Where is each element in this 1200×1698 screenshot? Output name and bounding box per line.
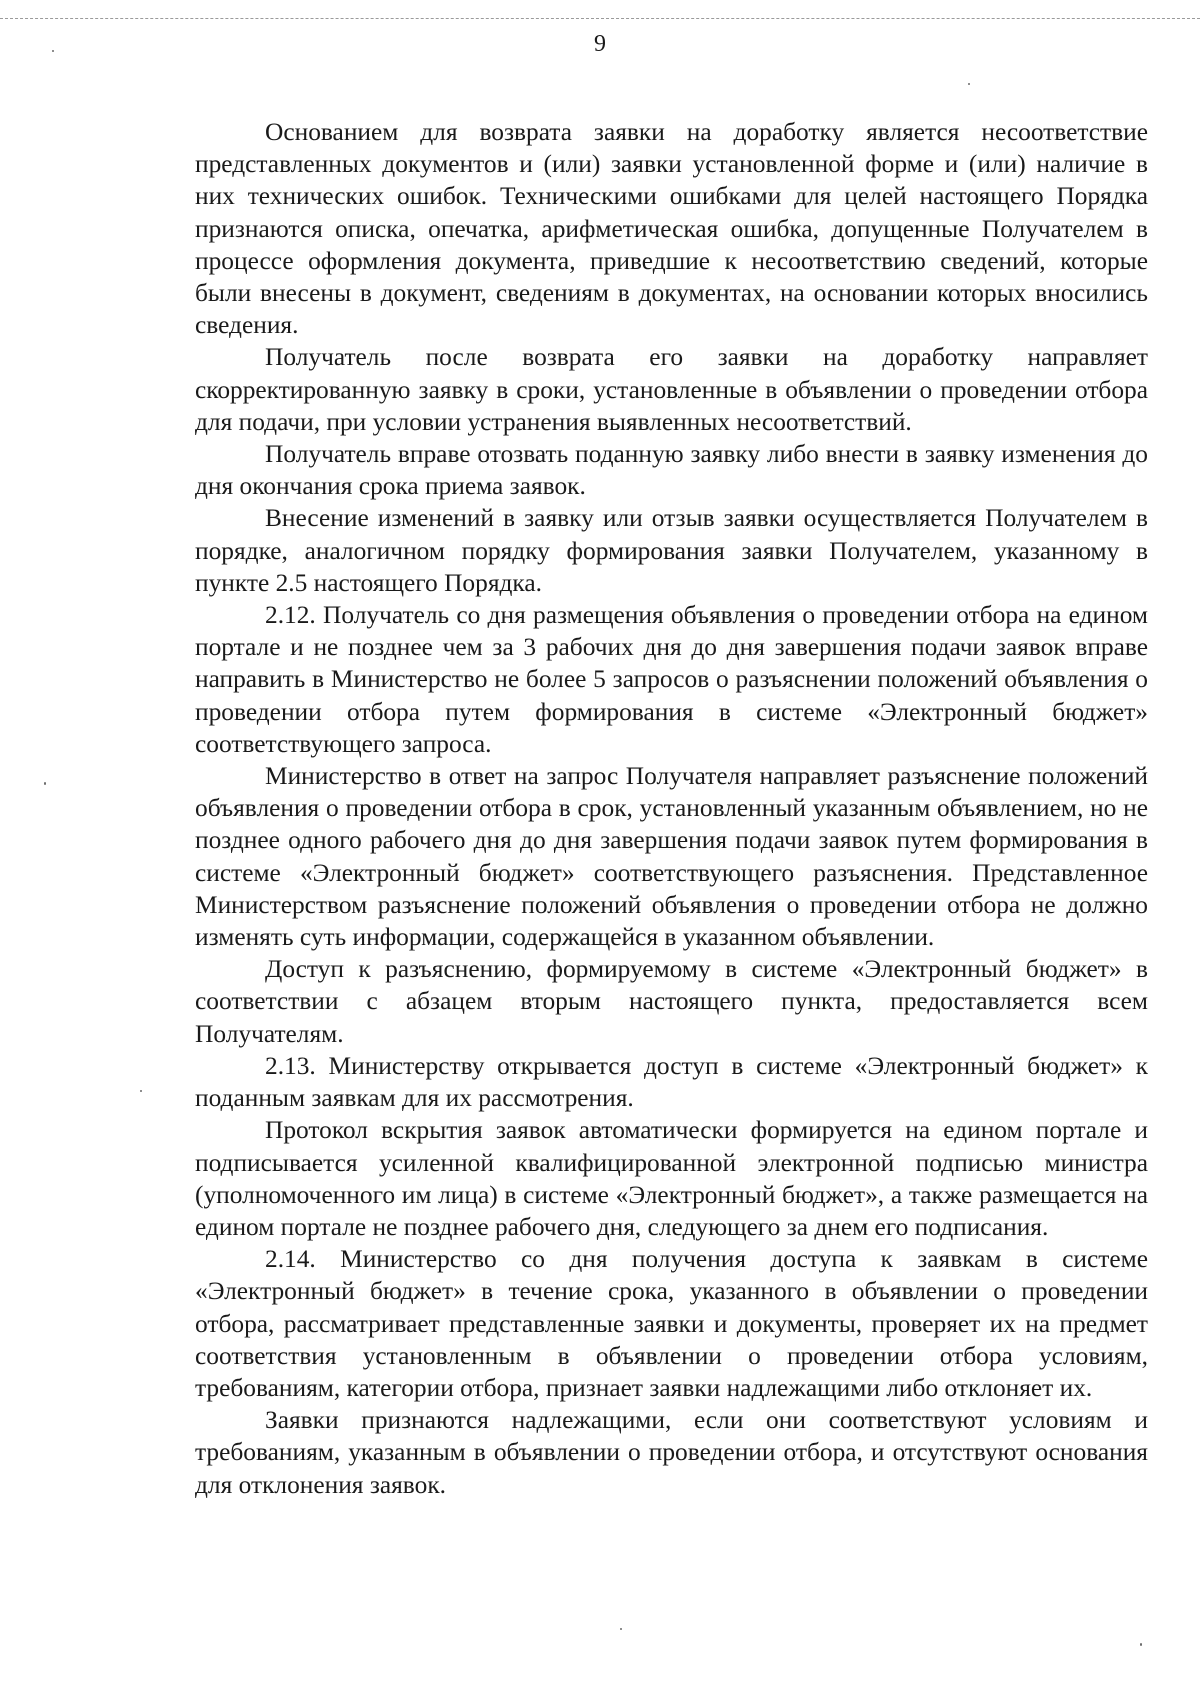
scan-speck xyxy=(140,1090,142,1092)
document-body xyxy=(195,116,1148,1501)
paragraph-section-2-12: 2.12. Получатель со дня размещения объявления о проведении отбора на едином портале и не позднее чем за 3 рабочих дня до дня завершения подачи заявок вправе направить в Министерство не более 5 запросов о разъяснении положений объявления о проведении отбора путем формирования в системе «Электронный бюджет» соответствующего запроса. xyxy=(195,601,1148,758)
paragraph-section-2-13: 2.13. Министерству открывается доступ в системе «Электронный бюджет» к поданным заявкам для их рассмотрения. xyxy=(195,1051,1148,1113)
scan-speck xyxy=(52,50,54,52)
page-number: 9 xyxy=(594,31,606,57)
scan-speck xyxy=(44,782,46,785)
paragraph: Министерство в ответ на запрос Получателя направляет разъяснение положений объявления о проведении отбора в срок, установленный указанным объявлением, но не позднее одного рабочего дня до дня завершения подачи заявок путем формирования в системе «Электронный бюджет» соответствующего разъяснения. Представленное Министерством разъяснение положений объявления о проведении отбора не должно изменять суть информации, содержащейся в указанном объявлении. xyxy=(195,762,1148,952)
paragraph: Внесение изменений в заявку или отзыв заявки осуществляется Получателем в порядке, аналогичном порядку формирования заявки Получателем, указанному в пункте 2.5 настоящего Порядка. xyxy=(195,504,1148,597)
scan-speck xyxy=(620,1628,622,1630)
paragraph: Получатель вправе отозвать поданную заявку либо внести в заявку изменения до дня окончания срока приема заявок. xyxy=(195,440,1148,501)
scan-top-edge xyxy=(0,18,1200,19)
paragraph: Получатель после возврата его заявки на доработку направляет скорректированную заявку в сроки, установленные в объявлении о проведении отбора для подачи, при условии устранения выявленных несоответствий. xyxy=(195,343,1148,436)
scan-speck xyxy=(1140,1643,1142,1646)
paragraph-section-2-14: 2.14. Министерство со дня получения доступа к заявкам в системе «Электронный бюджет» в течение срока, указанного в объявлении о проведении отбора, рассматривает представленные заявки и документы, проверяет их на предмет соответствия установленным в объявлении о проведении отбора условиям, требованиям, категории отбора, признает заявки надлежащими либо отклоняет их. xyxy=(195,1245,1148,1402)
paragraph: Основанием для возврата заявки на доработку является несоответствие представленных документов и (или) заявки установленной форме и (или) наличие в них технических ошибок. Техническими ошибками для целей настоящего Порядка признаются описка, опечатка, арифметическая ошибка, допущенные Получателем в процессе оформления документа, приведшие к несоответствию сведений, которые были внесены в документ, сведениям в документах, на основании которых вносились сведения. xyxy=(195,118,1148,340)
scan-speck xyxy=(968,83,970,85)
paragraph: Доступ к разъяснению, формируемому в системе «Электронный бюджет» в соответствии с абзацем вторым настоящего пункта, предоставляется всем Получателям. xyxy=(195,955,1148,1048)
paragraph: Заявки признаются надлежащими, если они соответствуют условиям и требованиям, указанным в объявлении о проведении отбора, и отсутствуют основания для отклонения заявок. xyxy=(195,1406,1148,1499)
paragraph: Протокол вскрытия заявок автоматически формируется на едином портале и подписывается усиленной квалифицированной электронной подписью министра (уполномоченного им лица) в системе «Электронный бюджет», а также размещается на едином портале не позднее рабочего дня, следующего за днем его подписания. xyxy=(195,1116,1148,1241)
